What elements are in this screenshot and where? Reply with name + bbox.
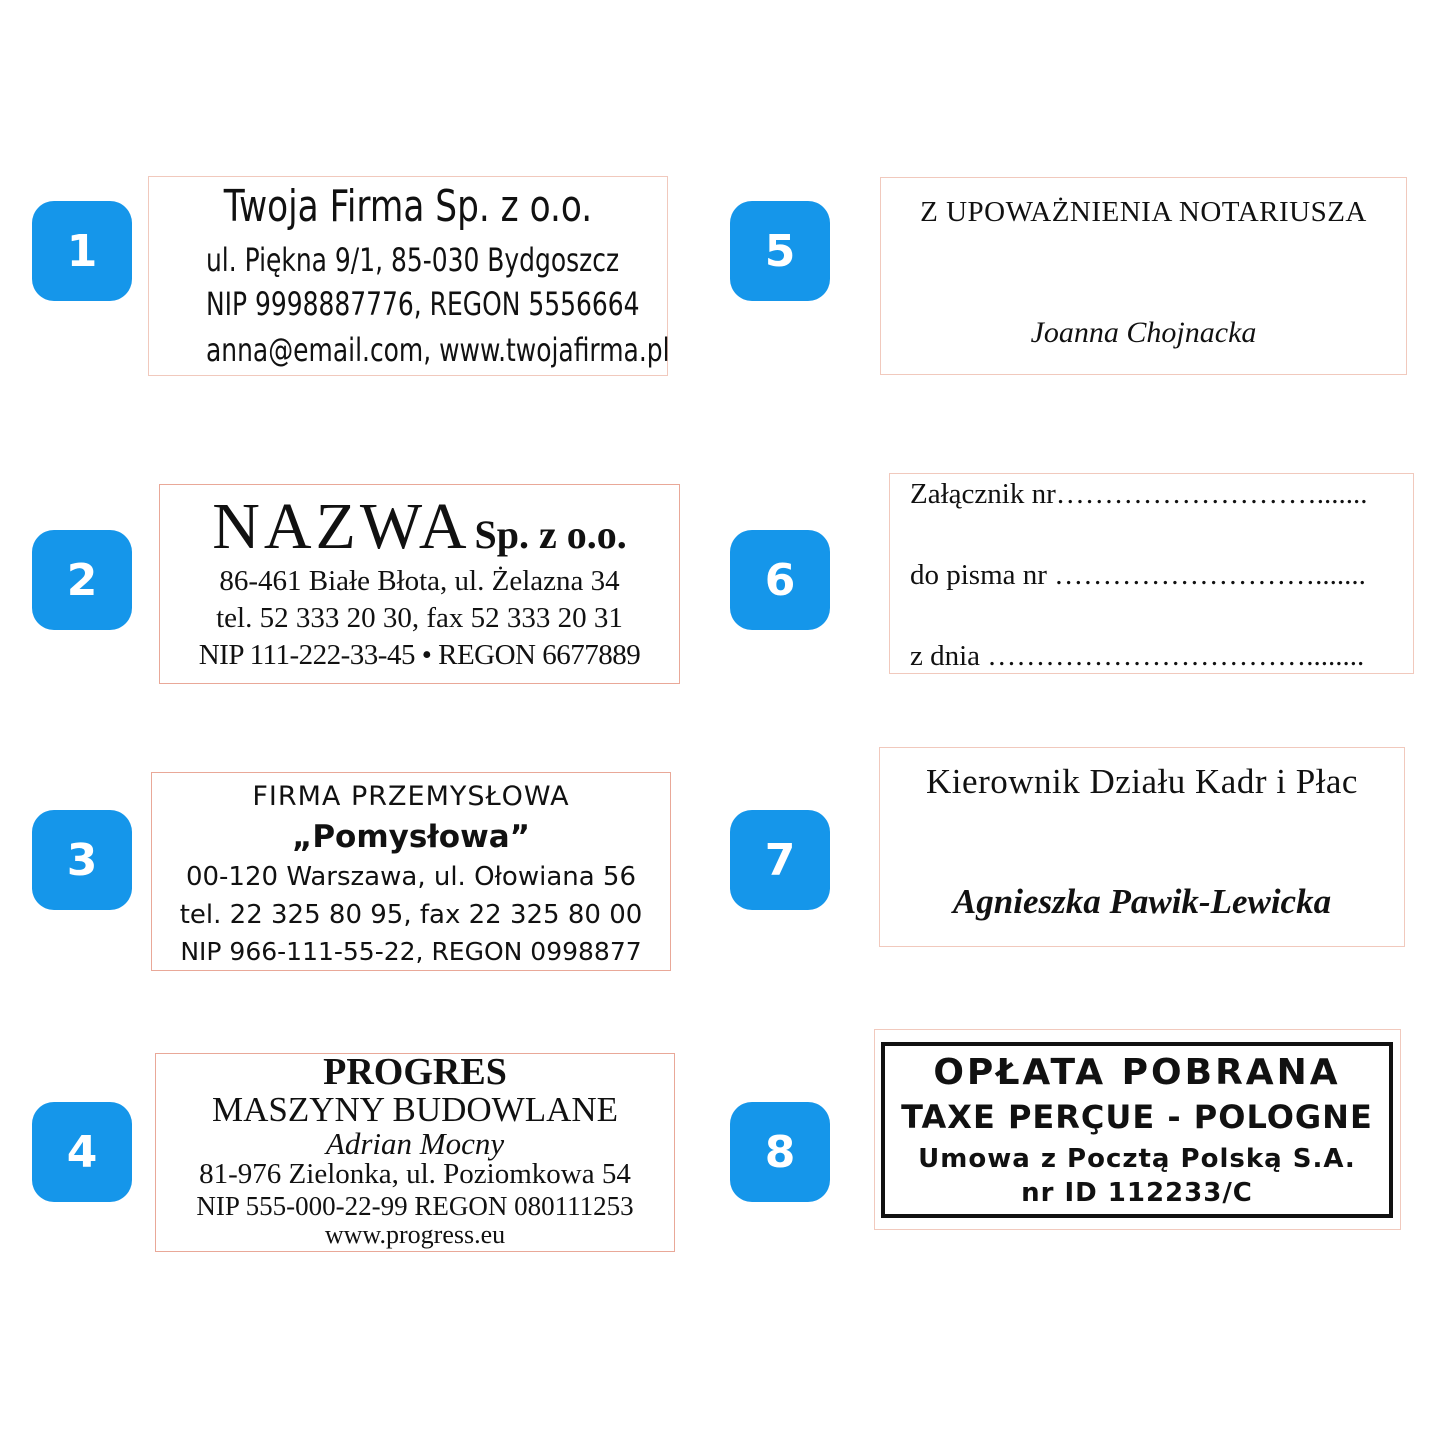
stamp-5 [880,177,1407,375]
stamp-2-company [160,489,679,565]
stamp-6-date: z dnia ……………………………........ [910,640,1365,672]
stamp-8 [874,1029,1401,1230]
stamp-3-address: 00-120 Warszawa, ul. Ołowiana 56 [185,862,637,892]
stamp-4-owner: Adrian Mocny [325,1126,505,1161]
stamp-6-attachment: Załącznik nr………………………....... [910,478,1368,510]
badge-6: 6 [730,530,830,630]
stamp-2-nip-regon: NIP 111-222-33-45 • REGON 6677889 [198,639,641,671]
stamp-1-nip-regon: NIP 9998887776, REGON 5556664 [205,285,640,323]
stamp-5-title: Z UPOWAŻNIENIA NOTARIUSZA [920,196,1367,228]
stamp-6 [889,473,1414,674]
badge-5: 5 [730,201,830,301]
stamp-3-phone: tel. 22 325 80 95, fax 22 325 80 00 [179,900,643,930]
badge-7: 7 [730,810,830,910]
stamp-8-subtitle: TAXE PERÇUE - POLOGNE [901,1098,1373,1136]
stamp-2-address: 86-461 Białe Błota, ul. Żelazna 34 [219,565,620,597]
badge-8: 8 [730,1102,830,1202]
stamp-1-address: ul. Piękna 9/1, 85-030 Bydgoszcz [205,241,620,279]
stamp-3-brand: „Pomysłowa” [291,819,531,855]
stamp-8-contract: Umowa z Pocztą Polską S.A. [918,1144,1356,1174]
stamp-4 [155,1053,675,1252]
stamp-4-title: PROGRES [323,1051,507,1093]
stamp-2-phone: tel. 52 333 20 30, fax 52 333 20 31 [216,602,623,634]
stamp-3-nip-regon: NIP 966-111-55-22, REGON 0998877 [180,937,642,966]
badge-4: 4 [32,1102,132,1202]
stamp-6-letter: do pisma nr ………………………....... [910,559,1366,591]
stamp-1 [148,176,668,376]
stamp-5-name: Joanna Chojnacka [1030,316,1257,349]
stamp-8-id: nr ID 112233/C [1021,1178,1253,1208]
stamp-8-title: OPŁATA POBRANA [933,1052,1341,1093]
stamp-4-website: www.progress.eu [324,1220,506,1249]
stamp-3 [151,772,671,971]
stamp-4-address: 81-976 Zielonka, ul. Poziomkowa 54 [199,1158,631,1190]
stamp-8-frame [881,1042,1393,1218]
badge-2: 2 [32,530,132,630]
stamp-4-nip-regon: NIP 555-000-22-99 REGON 080111253 [196,1191,634,1221]
stamp-1-contact: anna@email.com, www.twojafirma.pl [205,331,670,369]
stamp-7-name: Agnieszka Pawik-Lewicka [952,882,1332,921]
stamp-7-title: Kierownik Działu Kadr i Płac [926,762,1358,801]
stamp-7 [879,747,1405,947]
badge-1: 1 [32,201,132,301]
stamp-2 [159,484,680,684]
stamp-1-company: Twoja Firma Sp. z o.o. [223,181,593,232]
stamp-2-name: NAZWA [212,490,471,563]
badge-3: 3 [32,810,132,910]
stamp-2-suffix: Sp. z o.o. [474,512,627,557]
stamp-3-title: FIRMA PRZEMYSŁOWA [252,781,570,812]
stamp-4-subtitle: MASZYNY BUDOWLANE [211,1090,619,1129]
